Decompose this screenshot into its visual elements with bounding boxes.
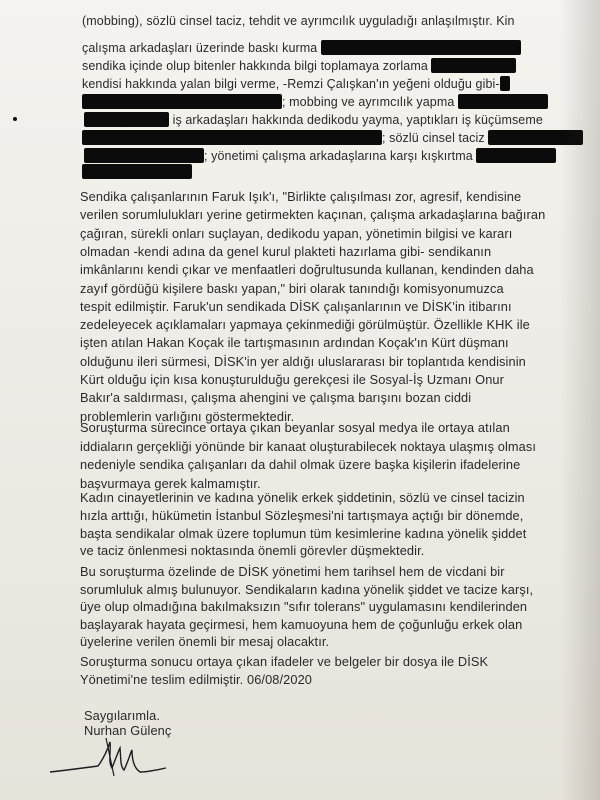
- paragraph-line: başta sendikalar olmak üzere toplumun tüm kesimlerine kadına yönelik şiddet: [80, 525, 527, 541]
- paragraph-line: zedeleyecek açıklamaları yapmaya çekinmediği görülmüştür. Özellikle KHK ile: [80, 317, 530, 333]
- paragraph-line: Sendika çalışanlarının Faruk Işık'ı, "Birlikte çalışılması zor, agresif, kendisine: [80, 189, 522, 204]
- intro-text: ; yönetimi çalışma arkadaşlarına karşı kışkırtma: [204, 149, 477, 163]
- margin-dot: [13, 117, 17, 121]
- paragraph-line: olduğunu ileri sürmesi, DİSK'in yer aldığı uluslararası bir toplantıda kendisinin: [80, 353, 526, 369]
- paragraph-line: sorumluluk almış bulunuyor. Sendikaların kadına yönelik şiddet ve tacize karşı,: [80, 581, 534, 597]
- signer-name: Nurhan Gülenç: [84, 723, 172, 738]
- paragraph-line: zayıf gördüğü kişilere baskı yapan," biri olarak tanındığı komisyonumuzca: [80, 280, 504, 296]
- redaction-bar: [84, 112, 169, 127]
- intro-line: [82, 58, 516, 73]
- redaction-bar: [82, 164, 192, 179]
- redaction-bar: [458, 94, 548, 109]
- paragraph-line: üye olup olmadığına bakılmaksızın "sıfır tolerans" uygulamasını kendilerinden: [80, 599, 528, 614]
- redaction-bar: [488, 130, 583, 145]
- intro-text: iş arkadaşları hakkında dedikodu yayma, yaptıkları iş küçümseme: [169, 113, 543, 127]
- redaction-bar: [431, 58, 516, 73]
- redaction-bar: [82, 130, 382, 145]
- intro-line: [82, 40, 521, 55]
- paragraph-line: çağıran, sürekli onları suçlayan, dedikodu yapan, yönetimin bilgisi ve kararı: [80, 225, 513, 241]
- paragraph-line: başlayarak hayata geçirmesi, hem kamuoyuna hem de çoğunluğu erkek olan: [80, 616, 523, 632]
- intro-text: ; mobbing ve ayrımcılık yapma: [282, 95, 458, 109]
- paragraph-line: iddiaların gerçekliği yönünde bir kanaat oluşturabilecek noktaya ulaşmış olması: [80, 438, 537, 454]
- paragraph-line: Soruşturma sonucu ortaya çıkan ifadeler ve belgeler bir dosya ile DİSK: [80, 654, 489, 669]
- paragraph-line: Bakır'a saldırması, çalışma ahengini ve çalışma barışını bozan ciddi: [80, 390, 472, 406]
- paragraph-line: problemlerin varlığını göstermektedir.: [80, 408, 295, 424]
- paragraph-line: imkânlarını kendi çıkar ve menfaatleri doğrultusunda kullanan, kendinden daha: [80, 262, 534, 278]
- redaction-bar: [82, 94, 282, 109]
- redaction-bar: [321, 40, 521, 55]
- intro-line: [82, 94, 548, 109]
- intro-text: kendisi hakkında yalan bilgi verme, -Remzi Çalışkan'ın yeğeni olduğu gibi-: [82, 77, 500, 91]
- redaction-bar: [84, 148, 204, 163]
- paragraph-line: hızla arttığı, hükümetin İstanbul Sözleşmesi'ni tartışmaya açtığı bir dönemde,: [80, 507, 524, 523]
- intro-text: (mobbing), sözlü cinsel taciz, tehdit ve ayrımcılık uyguladığı anlaşılmıştır. Kin: [82, 14, 515, 28]
- page-shadow: [560, 0, 600, 800]
- closing-text: Saygılarımla.: [84, 708, 160, 723]
- paragraph-line: Soruşturma sürecince ortaya çıkan beyanlar sosyal medya ile ortaya atılan: [80, 420, 510, 435]
- paragraph-line: tespit edilmiştir. Faruk'un sendikada DİSK çalışanlarının ve DİSK'in itibarını: [80, 298, 512, 314]
- paragraph-line: Yönetimi'ne teslim edilmiştir. 06/08/2020: [80, 671, 313, 687]
- paragraph-line: verilen sorumlulukları yerine getirmekten kaçınan, çalışma arkadaşlarına bağıran: [80, 207, 546, 223]
- paragraph-line: ve taciz önlenmesi noktasında önemli görevler düşmektedir.: [80, 543, 425, 559]
- paragraph-line: Bu soruşturma özelinde de DİSK yönetimi hem tarihsel hem de vicdani bir: [80, 564, 505, 579]
- intro-text: ; sözlü cinsel taciz: [382, 131, 489, 145]
- paragraph-line: başvurmaya gerek kalmamıştır.: [80, 475, 261, 491]
- paragraph-line: üyelerine verilen önemli bir mesaj olacaktır.: [80, 634, 330, 649]
- intro-text: sendika içinde olup bitenler hakkında bilgi toplamaya zorlama: [82, 59, 432, 73]
- paragraph-line: olmadan -kendi adına da genel kurul plakteti hazırlama gibi- sendikanın: [80, 243, 492, 259]
- intro-line: [82, 14, 515, 28]
- intro-line: [82, 130, 583, 145]
- redaction-bar: [476, 148, 556, 163]
- intro-text: çalışma arkadaşları üzerinde baskı kurma: [82, 41, 321, 55]
- paragraph-line: işten atılan Hakan Koçak ile tartışmasının ardından Koçak'ın Kürt düşmanı: [80, 335, 509, 351]
- paragraph-line: Kadın cinayetlerinin ve kadına yönelik erkek şiddetinin, sözlü ve cinsel tacizin: [80, 490, 525, 505]
- intro-line: [84, 112, 543, 127]
- intro-line: [82, 76, 510, 91]
- paragraph-line: nedeniyle sendika çalışanları da dahil olmak üzere başka kişilerin ifadelerine: [80, 457, 521, 472]
- paragraph-line: Kürt olduğu için kısa konuşturulduğu gerekçesi ile Sosyal-İş Uzmanı Onur: [80, 372, 505, 387]
- intro-line: [82, 164, 192, 179]
- signature-scribble: [48, 728, 168, 788]
- redaction-bar: [500, 76, 510, 91]
- intro-line: [84, 148, 556, 163]
